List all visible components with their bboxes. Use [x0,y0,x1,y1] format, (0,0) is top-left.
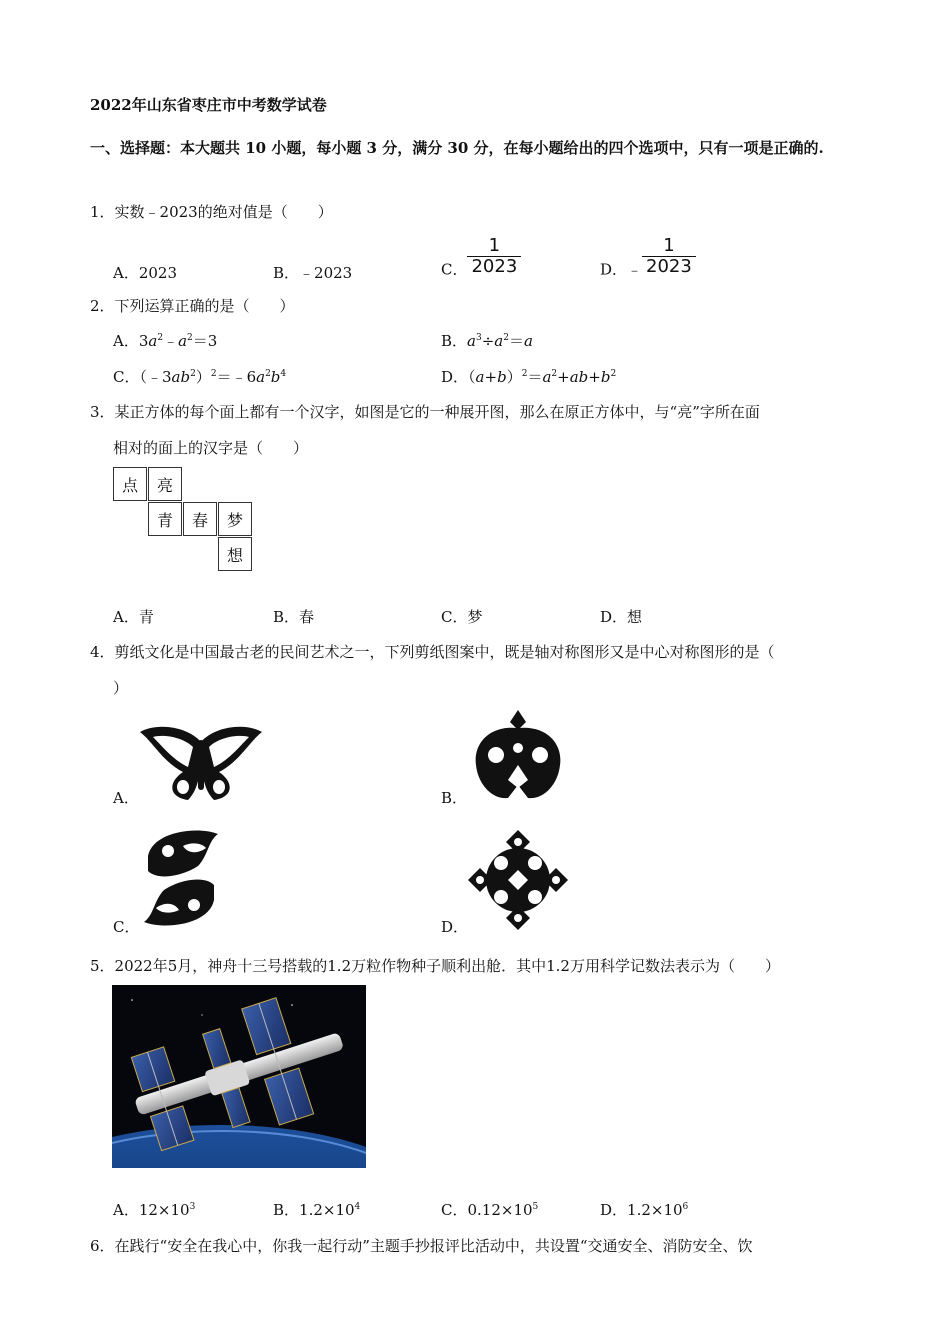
numerator: 1 [642,236,696,257]
butterfly-papercut-icon [138,722,264,802]
denominator: 2023 [471,256,518,277]
fish-papercut-icon [138,826,224,930]
q1-option-c [441,236,521,280]
q1-option-a: A．2023 [113,264,178,282]
symmetric-papercut-icon [468,830,568,930]
question-text: 在践行“安全在我心中，你我一起行动”主题手抄报评比活动中，共设置“交通安全、消防安全、饮 [114,1237,753,1255]
fraction [467,236,521,277]
question-6 [90,1235,753,1256]
numerator: 1 [467,236,521,257]
option-prefix: C． [441,260,468,279]
q2-option-d: D．$(a+b)^2=a^2+ab+b^2$ [441,368,617,386]
q4-option-d: D． [441,918,469,936]
section-heading: 一、选择题：本大题共 10 小题，每小题 3 分，满分 30 分，在每小题给出的四个选项中，只有一项是正确的. [90,139,824,157]
question-text: 某正方体的每个面上都有一个汉字，如图是它的一种展开图，那么在原正方体中，与“亮”字所在面 [114,403,760,421]
question-text: 2022年5月，神舟十三号搭载的1.2万粒作物种子顺利出舱．其中1.2万用科学记数法表示为（ ） [114,957,780,975]
question-4 [90,641,775,662]
question-number: 6． [90,1237,115,1255]
net-cell: 春 [183,502,217,536]
question-number: 4． [90,643,115,661]
q5-option-b: B．$1.2\times 10^4$ [273,1201,361,1219]
exam-title: 2022年山东省枣庄市中考数学试卷 [90,96,327,114]
net-cell: 亮 [148,467,182,501]
question-5 [90,955,780,976]
pattern-papercut-icon [468,710,568,802]
net-cell: 青 [148,502,182,536]
q5-option-c: C．$0.12\times 10^5$ [441,1201,539,1219]
fraction [642,236,696,277]
question-2 [90,295,295,316]
question-text: 实数﹣2023的绝对值是（ ） [114,203,333,221]
q2-option-c: C．$(﹣3ab^2)^2=﹣6a^2b^4$ [113,368,287,386]
net-cell: 梦 [218,502,252,536]
question-3-line2: 相对的面上的汉字是（ ） [113,439,309,457]
q3-option-c: C．梦 [441,608,483,626]
q5-option-a: A．$12\times 10^3$ [113,1201,196,1219]
question-text: 剪纸文化是中国最古老的民间艺术之一，下列剪纸图案中，既是轴对称图形又是中心对称图形的是（ [114,643,775,661]
q3-option-d: D．想 [600,608,643,626]
q4-option-c: C． [113,918,140,936]
question-1 [90,201,333,222]
q4-option-b: B． [441,789,468,807]
q2-option-a: A．$3a^2﹣a^2=3$ [113,332,218,350]
question-3 [90,401,760,422]
q3-option-a: A．青 [113,608,154,626]
option-prefix: D．﹣ [600,260,643,279]
cube-net [113,467,255,575]
denominator: 2023 [646,256,692,277]
question-4-line2: ） [113,679,129,697]
net-cell: 点 [113,467,147,501]
question-number: 2． [90,297,115,315]
net-cell: 想 [218,537,252,571]
question-number: 1． [90,203,115,221]
space-station-photo [112,985,366,1168]
q3-option-b: B．春 [273,608,315,626]
q1-option-b: B．﹣2023 [273,264,353,282]
q2-option-b: B．$a^3\div a^2=a$ [441,332,533,350]
q5-option-d: D．$1.2\times 10^6$ [600,1201,689,1219]
question-number: 5． [90,957,115,975]
question-text: 下列运算正确的是（ ） [114,297,295,315]
q1-option-d [600,236,696,280]
question-number: 3． [90,403,115,421]
q4-option-a: A． [113,789,139,807]
